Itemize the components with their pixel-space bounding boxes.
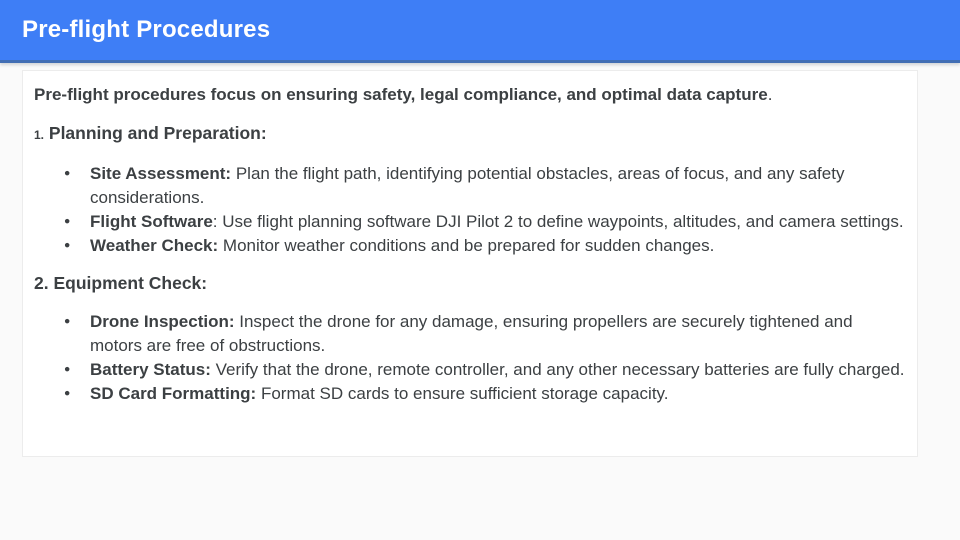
bullet-icon: ● [64, 239, 71, 251]
slide-title: Pre-flight Procedures [22, 16, 271, 43]
bullet-text: Inspect the drone for any damage, ensuring propellers are securely tightened and motors are free of obstructions. [90, 312, 853, 355]
list-item [64, 210, 907, 234]
list-item [64, 234, 907, 258]
section-1-number: 1. [34, 128, 45, 142]
bullet-lead: SD Card Formatting: [90, 384, 257, 403]
section-1-heading-text: Planning and Preparation: [48, 123, 267, 143]
bullet-icon: ● [64, 215, 71, 227]
bullet-lead: Weather Check: [90, 236, 219, 255]
list-item [64, 358, 907, 382]
section-2-heading [34, 273, 907, 294]
bullet-icon: ● [64, 363, 71, 375]
list-item [64, 162, 907, 210]
slide-header [0, 0, 960, 63]
section-2-heading-text: Equipment Check: [53, 273, 208, 293]
bullet-icon: ● [64, 387, 71, 399]
intro-paragraph [34, 84, 907, 105]
bullet-lead: Site Assessment: [90, 164, 232, 183]
bullet-lead: Flight Software [90, 212, 213, 231]
list-item [64, 310, 907, 358]
bullet-text: Verify that the drone, remote controller, and any other necessary batteries are fully charged. [210, 360, 905, 379]
bullet-lead: Drone Inspection: [90, 312, 235, 331]
section-2-bullet-list [34, 310, 907, 406]
content-card [22, 70, 918, 457]
bullet-icon: ● [64, 167, 71, 179]
section-2-number: 2. [34, 273, 49, 293]
intro-suffix: . [767, 85, 773, 104]
section-1-heading [34, 123, 907, 146]
list-item [64, 382, 907, 406]
intro-bold-text: Pre-flight procedures focus on ensuring safety, legal compliance, and optimal data capture [34, 85, 768, 104]
bullet-lead: Battery Status: [90, 360, 211, 379]
bullet-text: Format SD cards to ensure sufficient storage capacity. [256, 384, 669, 403]
bullet-text: Plan the flight path, identifying potential obstacles, areas of focus, and any safety considerations. [90, 164, 845, 207]
bullet-text: Monitor weather conditions and be prepared for sudden changes. [218, 236, 715, 255]
section-1-bullet-list [34, 162, 907, 258]
bullet-text: : Use flight planning software DJI Pilot 2 to define waypoints, altitudes, and camera settings. [212, 212, 904, 231]
bullet-icon: ● [64, 315, 71, 327]
